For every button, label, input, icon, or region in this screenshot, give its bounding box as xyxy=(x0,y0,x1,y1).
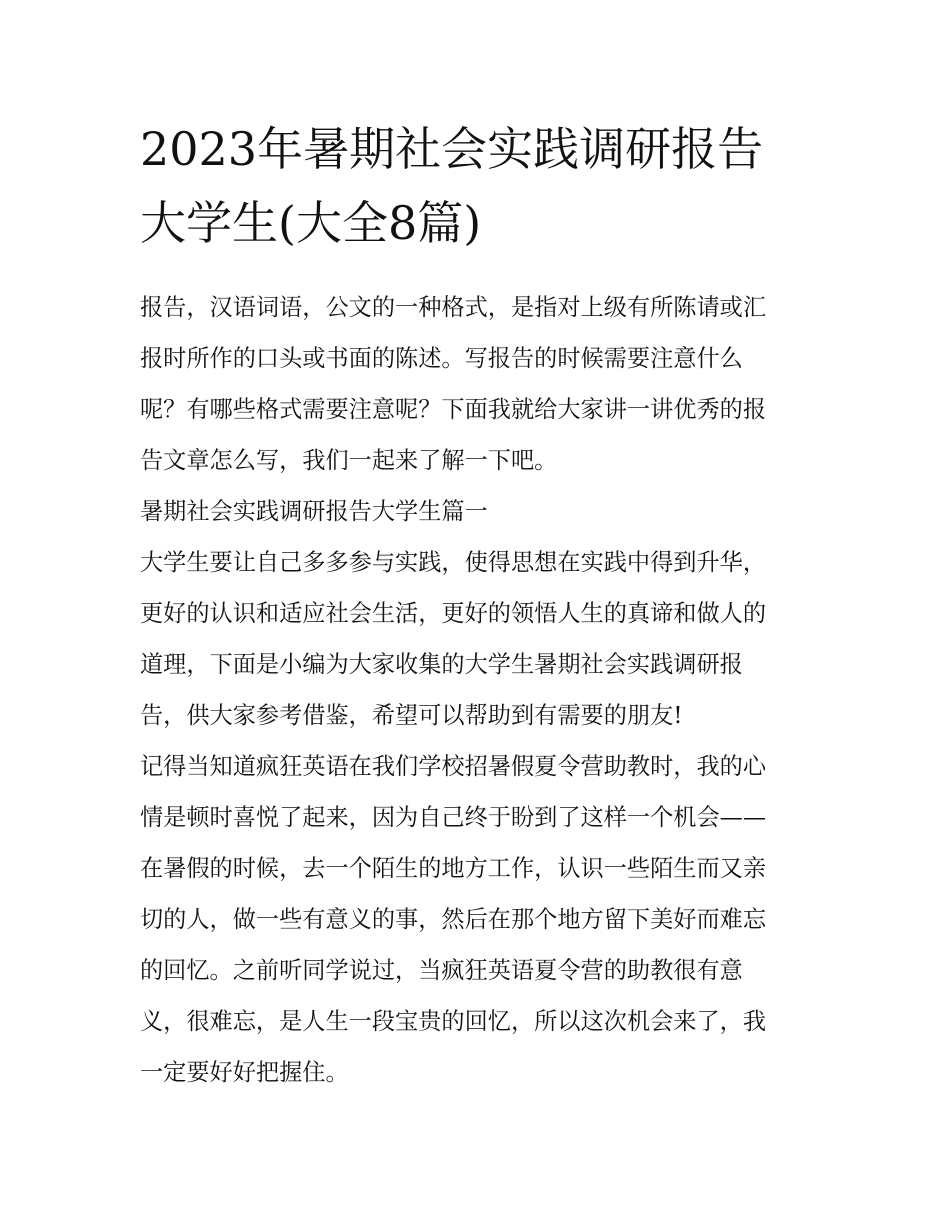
document-body xyxy=(140,282,812,1098)
text-line: 记得当知道疯狂英语在我们学校招暑假夏令营助教时，我的心 xyxy=(140,753,767,780)
text-line: 切的人，做一些有意义的事，然后在那个地方留下美好而难忘 xyxy=(140,906,767,933)
text-line: 道理，下面是小编为大家收集的大学生暑期社会实践调研报 xyxy=(140,651,743,678)
section-heading xyxy=(140,486,812,537)
text-line: 暑期社会实践调研报告大学生篇一 xyxy=(140,498,488,525)
text-line: 情是顿时喜悦了起来，因为自己终于盼到了这样一个机会—— xyxy=(140,804,767,831)
text-line: 告文章怎么写，我们一起来了解一下吧。 xyxy=(140,447,558,474)
text-line: 呢？有哪些格式需要注意呢？下面我就给大家讲一讲优秀的报 xyxy=(140,396,767,423)
text-line: 的回忆。之前听同学说过，当疯狂英语夏令营的助教很有意 xyxy=(140,957,743,984)
paragraph-story xyxy=(140,741,812,1098)
text-line: 报告，汉语词语，公文的一种格式，是指对上级有所陈请或汇 xyxy=(140,294,767,321)
text-line: 告，供大家参考借鉴，希望可以帮助到有需要的朋友! xyxy=(140,702,683,729)
title-line-2: 大学生(大全8篇) xyxy=(140,196,482,250)
text-line: 一定要好好把握住。 xyxy=(140,1059,349,1086)
text-line: 在暑假的时候，去一个陌生的地方工作，认识一些陌生而又亲 xyxy=(140,855,767,882)
text-line: 更好的认识和适应社会生活，更好的领悟人生的真谛和做人的 xyxy=(140,600,767,627)
text-line: 报时所作的口头或书面的陈述。写报告的时候需要注意什么 xyxy=(140,345,743,372)
paragraph-preface xyxy=(140,537,812,741)
title-line-1: 2023年暑期社会实践调研报告 xyxy=(140,122,764,176)
text-line: 大学生要让自己多多参与实践，使得思想在实践中得到升华， xyxy=(140,549,767,576)
text-line: 义，很难忘，是人生一段宝贵的回忆，所以这次机会来了，我 xyxy=(140,1008,767,1035)
document-page xyxy=(140,112,812,1098)
paragraph-intro xyxy=(140,282,812,486)
document-title xyxy=(140,112,812,260)
